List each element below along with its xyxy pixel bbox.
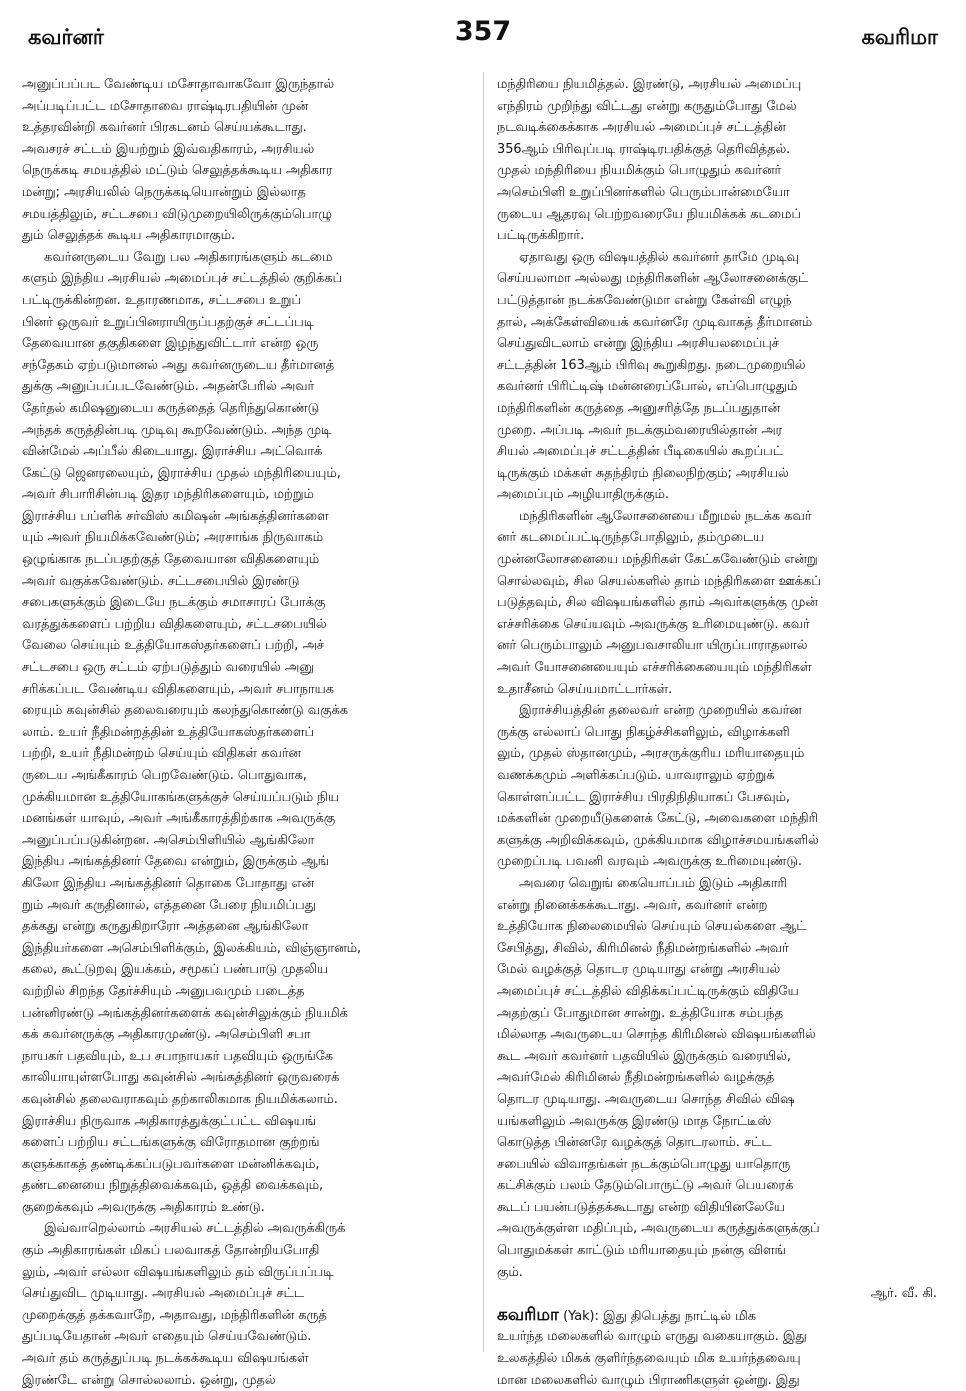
text-line: சட்டசபை ஒரு சட்டம் ஏற்படுத்தும் வரையில் அனு bbox=[22, 660, 315, 676]
text-line: கலை, கூட்டுறவு இயக்கம், சமூகப் பண்பாடு முதலிய bbox=[22, 962, 329, 978]
text-line: செய்துவிட முடியாது. அரசியல் அமைப்புச் சட்ட bbox=[22, 1286, 305, 1302]
text-line: அவர் சிபாரிசின்படி இதர மந்திரிகளையும், மற்றும் bbox=[22, 487, 314, 503]
text-line: துப்படியேதான் அவர் எதையும் செய்யவேண்டும். bbox=[22, 1329, 312, 1345]
text-line: கும் அதிகாரங்கள் மிகப் பலவாகத் தோன்றியபோதி bbox=[22, 1243, 320, 1259]
entry-latin-name: (Yak) bbox=[563, 1308, 595, 1324]
text-line: மேல் வழக்குத் தொடர முடியாது என்று அரசியல் bbox=[497, 962, 781, 978]
text-line: துக்கு அனுப்பப்படவேண்டும். அதன்பேரில் அவர் bbox=[22, 379, 315, 395]
author-signature: ஆர். வீ. கி. bbox=[870, 1286, 937, 1302]
text-line: நாயகர் பதவியும், உப சபாநாயகர் பதவியும் ஒருங்கே bbox=[22, 1048, 334, 1064]
text-line: அனுப்பப்படுகின்றன. அசெம்பிளியில் ஆங்கிலோ bbox=[22, 832, 315, 848]
text-line: அப்படிப்பட்ட மசோதாவை ராஷ்டிரபதியின் முன் bbox=[22, 98, 309, 114]
text-line: மக்களின் முறையீடுகளைக் கேட்டு, அவைகளை மந்திரி bbox=[497, 811, 818, 827]
text-line: உதாசீனம் செய்யமாட்டார்கள். bbox=[497, 681, 673, 697]
text-line: களும் இந்திய அரசியல் அமைப்புச் சட்டத்தில் குறிக்கப் bbox=[22, 271, 343, 287]
text-line: அமைப்புச் சட்டத்தில் விதிக்கப்பட்டிருக்கும் விதியே bbox=[497, 983, 799, 999]
text-line: தேர்தல் கமிஷனுடைய கருத்தைத் தெரிந்துகொண்டு bbox=[22, 400, 320, 416]
text-line: மனங்கள் யாவும், அவர் அங்கீகாரத்திற்காக அவருக்கு bbox=[22, 811, 336, 827]
text-line: தொடர முடியாது. அவருடைய சொந்த சிவில் விஷ bbox=[497, 1091, 795, 1107]
text-line: டிருக்கும் மக்கள் சுதந்திரம் நிலைநிற்கும்; அரசியல் bbox=[497, 465, 789, 481]
text-line: சமயத்திலும், சட்டசபை விடுமுறையிலிருக்கும்பொழு bbox=[22, 206, 332, 222]
text-line: வரத்துக்களைப் பற்றிய விதிகளையும், சட்டசபையில் bbox=[22, 616, 327, 632]
entry-first-line-text: : இது திபெத்து நாட்டில் மிக bbox=[594, 1308, 756, 1324]
text-line: செய்துவிடலாம் என்று இந்திய அரசியலமைப்புச் bbox=[497, 336, 779, 352]
text-line: ருடைய அங்கீகாரம் பெறவேண்டும். பொதுவாக, bbox=[22, 768, 307, 783]
text-line: அவரை வெறுங் கையொப்பம் இடும் அதிகாரி bbox=[519, 875, 787, 891]
text-line: சந்தேகம் ஏற்படுமானல் அது கவர்னருடைய தீர்மானத் bbox=[22, 357, 335, 373]
text-line: செய்யலாமா அல்லது மந்திரிகளின் ஆலோசனைக்குட் bbox=[497, 271, 809, 287]
text-line: பொதுமக்கள் காட்டும் மரியாதையும் நன்கு விளங் bbox=[497, 1243, 786, 1259]
text-line: கேட்டு ஜெனரலையும், இராச்சிய முதல் மந்திரியையும், bbox=[22, 465, 341, 481]
text-line: அமைப்பும் அழியாதிருக்கும். bbox=[497, 487, 669, 503]
text-line: யங்களிலும் அவருக்கு இரண்டு மாத நோட்டீஸ் bbox=[497, 1113, 772, 1129]
text-line: ருக்கு எல்லாப் பொது நிகழ்ச்சிகளிலும், விழாக்களி bbox=[497, 724, 790, 740]
text-line: கட்சிக்கும் பலம் தேடும்பொருட்டு அவர் பெயரைக் bbox=[497, 1178, 794, 1194]
text-line: அசெம்பிளி உறுப்பினர்களில் பெரும்பான்மையோ bbox=[497, 184, 790, 200]
text-line: இந்திய அங்கத்தினர் தேவை என்றும், இருக்கும் ஆங் bbox=[22, 854, 329, 870]
text-line: எச்சரிக்கை செய்யவும் அவருக்கு உரிமையுண்டு. கவர் bbox=[497, 616, 810, 632]
text-line: கவர்னர் பிரிட்டிஷ் மன்னரைப்போல், எப்பொழுதும் bbox=[497, 379, 798, 395]
text-line: அவருக்குள்ள மதிப்பும், அவருடைய கருத்துக்களுக்குப் bbox=[497, 1221, 820, 1237]
text-line: கும். bbox=[497, 1264, 523, 1280]
page-header bbox=[28, 18, 938, 58]
text-line: வணக்கமும் அளிக்கப்படும். யாவராலும் ஏற்றுக் bbox=[497, 768, 775, 783]
text-line: பன்னிரண்டு அங்கத்தினர்களைக் கவுன்சிலுக்கும் நியமிக் bbox=[22, 1005, 348, 1021]
text-line: 356ஆம் பிரிவுப்படி ராஷ்டிரபதிக்குத் தெரிவித்தல். bbox=[497, 141, 791, 157]
text-line: சட்டத்தின் 163ஆம் பிரிவு கூறுகிறது. நடைமுறையில் bbox=[497, 357, 806, 373]
entry-first-line bbox=[497, 1305, 947, 1327]
text-line: இராச்சியத்தின் தலைவர் என்ற முறையில் கவர்ன bbox=[519, 703, 802, 719]
text-line: படுத்தவும், சில விஷயங்களில் தாம் அவர்களுக்கு முன் bbox=[497, 595, 818, 611]
text-line: மந்திரிகளின் கருத்தை அனுசரித்தே நடப்பதுதான் bbox=[497, 400, 781, 416]
text-line: தும் செலுத்தக் கூடிய அதிகாரமாகும். bbox=[22, 228, 236, 244]
text-line: ரையும் கவுன்சில் தலைவரையும் கலந்துகொண்டு வகுக்க bbox=[22, 703, 348, 719]
text-line: மன்று; அரசியலில் நெருக்கடியொன்றும் இல்லாத bbox=[22, 184, 306, 200]
text-line: லும், முதல் ஸ்தானமும், அரசருக்குரிய மரியாதையும் bbox=[497, 746, 805, 762]
text-line: முதல் மந்திரியை நியமிக்கும் பொழுதும் கவர்னர் bbox=[497, 163, 782, 179]
text-line: சொல்லவும், சில செயல்களில் தாம் மந்திரிகளை ஊக்கப் bbox=[497, 573, 821, 589]
text-line: ஏதாவது ஒரு விஷயத்தில் கவர்னர் தாமே முடிவு bbox=[519, 249, 799, 265]
text-line: அவர் யோசனையையும் எச்சரிக்கையையும் மந்திரிகள் bbox=[497, 660, 812, 676]
text-line: பட்டிருக்கின்றன. உதாரணமாக, சட்டசபை உறுப் bbox=[22, 292, 302, 308]
text-line: நெருக்கடி சமயத்தில் மட்டும் செலுத்தக்கூடிய அதிகார bbox=[22, 163, 333, 179]
text-line: கவர்னருடைய வேறு பல அதிகாரங்களும் கடமை bbox=[44, 249, 333, 265]
text-line: முக்கியமான உத்தியோகங்களுக்குச் செய்யப்படும் நிய bbox=[22, 789, 339, 805]
entry-body bbox=[497, 1326, 947, 1391]
text-line: குறைக்கவும் அவருக்கு அதிகாரம் உண்டு. bbox=[22, 1199, 265, 1215]
text-line: தண்டனையை நிறுத்திவைக்கவும், ஒத்தி வைக்கவும், bbox=[22, 1178, 324, 1194]
left-running-head: கவர்னர் bbox=[28, 24, 104, 49]
text-line: மந்திரியை நியமித்தல். இரண்டு, அரசியல் அமைப்பு bbox=[497, 77, 802, 92]
text-line: இராச்சிய பப்ளிக் சர்விஸ் கமிஷன் அங்கத்தினர்களை bbox=[22, 508, 329, 524]
text-line: அவர்மேல் கிரிமினல் நீதிமன்றங்களில் வழக்குத் bbox=[497, 1070, 775, 1086]
column-divider bbox=[483, 72, 484, 1352]
right-column-lines bbox=[497, 74, 947, 1283]
text-line: லாம். உயர் நீதிமன்றத்தின் உத்தியோகஸ்தர்களைப் bbox=[22, 724, 315, 740]
text-line: உத்தியோக நிலைமையில் செய்யும் செயல்களை ஆட் bbox=[497, 919, 807, 935]
text-line: வேலை செய்யும் உத்தியோகஸ்தர்களைப் பற்றி, அச் bbox=[22, 638, 324, 654]
text-line: பினர் ஒருவர் உறுப்பினராயிருப்பதற்குச் சட்டப்படி bbox=[22, 314, 314, 330]
entry-headword: கவரிமா bbox=[497, 1304, 559, 1325]
text-line: கக் கவர்னருக்கு அதிகாரமுண்டு. அசெம்பிளி சபா bbox=[22, 1027, 311, 1043]
text-line: வின்மேல் அப்பீல் கிடையாது. இராச்சிய அட்வொக் bbox=[22, 444, 323, 460]
text-line: கூடப் பயன்படுத்தக்கூடாது என்ற விதியினலேயே bbox=[497, 1199, 785, 1215]
text-line: கொடுத்த பின்னரே வழக்குத் தொடரலாம். சட்ட bbox=[497, 1135, 772, 1151]
text-line: கவுன்சில் தலைவராகவும் தற்காலிகமாக நியமிக்கலாம். bbox=[22, 1091, 338, 1107]
text-line: முறைப்படி பவனி வரவும் அவருக்கு உரிமையுண்டு. bbox=[497, 854, 803, 870]
text-line: ருடைய ஆதரவு பெற்றவரையே நியமிக்கக் கடமைப் bbox=[497, 206, 801, 222]
text-line: தக்கது என்று கருதுகிறாரோ அத்தனை ஆங்கிலோ bbox=[22, 919, 309, 935]
text-line: காலியாயுள்ளபோது கவுன்சில் அங்கத்தினர் ஒருவரைக் bbox=[22, 1070, 340, 1086]
text-line: மான மலைகளில் வாழும் பிராணிகளுள் ஒன்று. இது bbox=[497, 1372, 800, 1388]
text-line: மந்திரிகளின் ஆலோசனையை மீறுமல் நடக்க கவர் bbox=[519, 508, 812, 524]
text-line: நடவடிக்கைக்காக அரசியல் அமைப்புச் சட்டத்தின் bbox=[497, 120, 786, 136]
text-line: உத்தரவின்றி கவர்னர் பிரகடனம் செய்யக்கூடாது. bbox=[22, 120, 307, 136]
text-line: அவர் வகுக்கவேண்டும். சட்டசபையில் இரண்டு bbox=[22, 573, 300, 589]
text-line: என்று நினைக்கக்கூடாது. அவர், கவர்னர் என்ற bbox=[497, 897, 768, 913]
text-line: சபையில் விவாதங்கள் நடக்கும்பொழுது யாதொரு bbox=[497, 1156, 791, 1172]
text-line: சபைகளுக்கும் இடையே நடக்கும் சமாசாரப் போக்கு bbox=[22, 595, 326, 611]
text-line: மில்லாத அவருடைய சொந்த கிரிமினல் விஷயங்களில் bbox=[497, 1027, 816, 1043]
text-line: லும், அவர் எல்லா விஷயங்களிலும் தம் விருப்பப்படி bbox=[22, 1264, 334, 1280]
text-line: அவர் தம் கருத்துப்படி நடக்கக்கூடிய விஷயங்கள் bbox=[22, 1351, 309, 1367]
text-line: யும் அவர் நியமிக்கவேண்டும்; அரசாங்க நிருவாகம் bbox=[22, 530, 323, 546]
text-line: இராச்சிய நிருவாக அதிகாரத்துக்குட்பட்ட விஷயங் bbox=[22, 1113, 316, 1129]
text-line: சரிக்கப்பட வேண்டிய விதிகளையும், அவர் சபாநாயக bbox=[22, 681, 334, 697]
text-line: முறை. அப்படி அவர் நடக்கும்வரையில்தான் அர bbox=[497, 422, 783, 438]
text-line: கொள்ளப்பட்ட இராச்சிய பிரதிநிதியாகப் பேசவும், bbox=[497, 789, 791, 805]
text-line: சேபித்து, சிவில், கிரிமினல் நீதிமன்றங்களில் அவர் bbox=[497, 940, 789, 956]
text-line: வற்றில் சிறந்த தேர்ச்சியும் அனுபவமும் படைத்த bbox=[22, 983, 305, 999]
text-line: ஒழுங்காக நடப்பதற்குத் தேவையான விதிகளையும் bbox=[22, 552, 320, 568]
page-number: 357 bbox=[454, 16, 512, 47]
text-line: களைப் பற்றிய சட்டங்களுக்கு விரோதமான குற்றங் bbox=[22, 1135, 320, 1151]
text-line: உலகத்தில் மிகக் குளிர்ந்தவையும் மிக உயர்ந்தவையு bbox=[497, 1351, 801, 1367]
text-line: னர் கடமைப்பட்டிருந்தபோதிலும், தம்முடைய bbox=[497, 530, 765, 546]
text-line: னர் பெரும்பாலும் அனுபவசாலியா யிருப்பாராதலால் bbox=[497, 638, 808, 654]
text-line: அந்தக் கருத்தின்படி முடிவு கூறவேண்டும். அந்த முடி bbox=[22, 422, 332, 438]
text-line: முறைக்குத் தக்கவாறே, அதாவது, மந்திரிகளின் கருத் bbox=[22, 1307, 327, 1323]
left-column bbox=[22, 74, 472, 1391]
text-line: முன்னலோசனையை மந்திரிகள் கேட்கவேண்டும் என்று bbox=[497, 552, 818, 568]
text-line: பட்டிருக்கிறார். bbox=[497, 228, 585, 244]
right-column bbox=[497, 74, 947, 1391]
text-line: பற்றி, உயர் நீதிமன்றம் செய்யும் விதிகள் கவர்ன bbox=[22, 746, 301, 762]
text-line: அவசரச் சட்டம் இயற்றும் இவ்வதிகாரம், அரசியல் bbox=[22, 141, 315, 157]
text-line: கூட அவர் கவர்னர் பதவியில் இருக்கும் வரையில், bbox=[497, 1048, 791, 1064]
text-line: கிலோ இந்திய அங்கத்தினர் தொகை போதாது என் bbox=[22, 875, 315, 891]
text-line: இரண்டே என்று சொல்லலாம். ஒன்று, முதல் bbox=[22, 1372, 276, 1388]
text-line: தேவையான தகுதிகளை இழந்துவிட்டார் என்ற ஒரு bbox=[22, 336, 319, 352]
text-line: இந்தியர்களை அசெம்பிளிக்கும், இலக்கியம், விஞ்ஞானம், bbox=[22, 940, 362, 956]
text-line: இவ்வாறெல்லாம் அரசியல் சட்டத்தில் அவருக்கிருக் bbox=[44, 1221, 346, 1237]
right-running-head: கவரிமா bbox=[861, 24, 938, 49]
text-line: பட்டுத்தான் நடக்கவேண்டுமா என்று கேள்வி எழுந் bbox=[497, 292, 792, 308]
text-line: அனுப்பப்பட வேண்டிய மசோதாவாகவோ இருந்தால் bbox=[22, 77, 335, 92]
text-line: எந்திரம் முறிந்து விட்டது என்று கருதும்போது மேல் bbox=[497, 98, 797, 114]
text-line: அதற்குப் போதுமான சான்று. உத்தியோக சம்பந்த bbox=[497, 1005, 783, 1021]
text-line: சியல் அமைப்புச் சட்டத்தின் பீடிகையில் கூறப்பட் bbox=[497, 444, 783, 460]
text-line: தால், அக்கேள்வியைக் கவர்னரே முடிவாகத் தீர்மானம் bbox=[497, 314, 813, 330]
text-line: களுக்காகத் தண்டிக்கப்படுபவர்களை மன்னிக்கவும், bbox=[22, 1156, 320, 1172]
text-line: உயர்ந்த மலைகளில் வாழும் எருது வகையாகும். இது bbox=[497, 1329, 807, 1345]
text-line: களுக்கு அறிவிக்கவும், முக்கியமாக விழாச்சமயங்களில் bbox=[497, 832, 819, 848]
text-line: றும் அவர் கருதினால், எத்தனை பேரை நியமிப்பது bbox=[22, 897, 316, 913]
